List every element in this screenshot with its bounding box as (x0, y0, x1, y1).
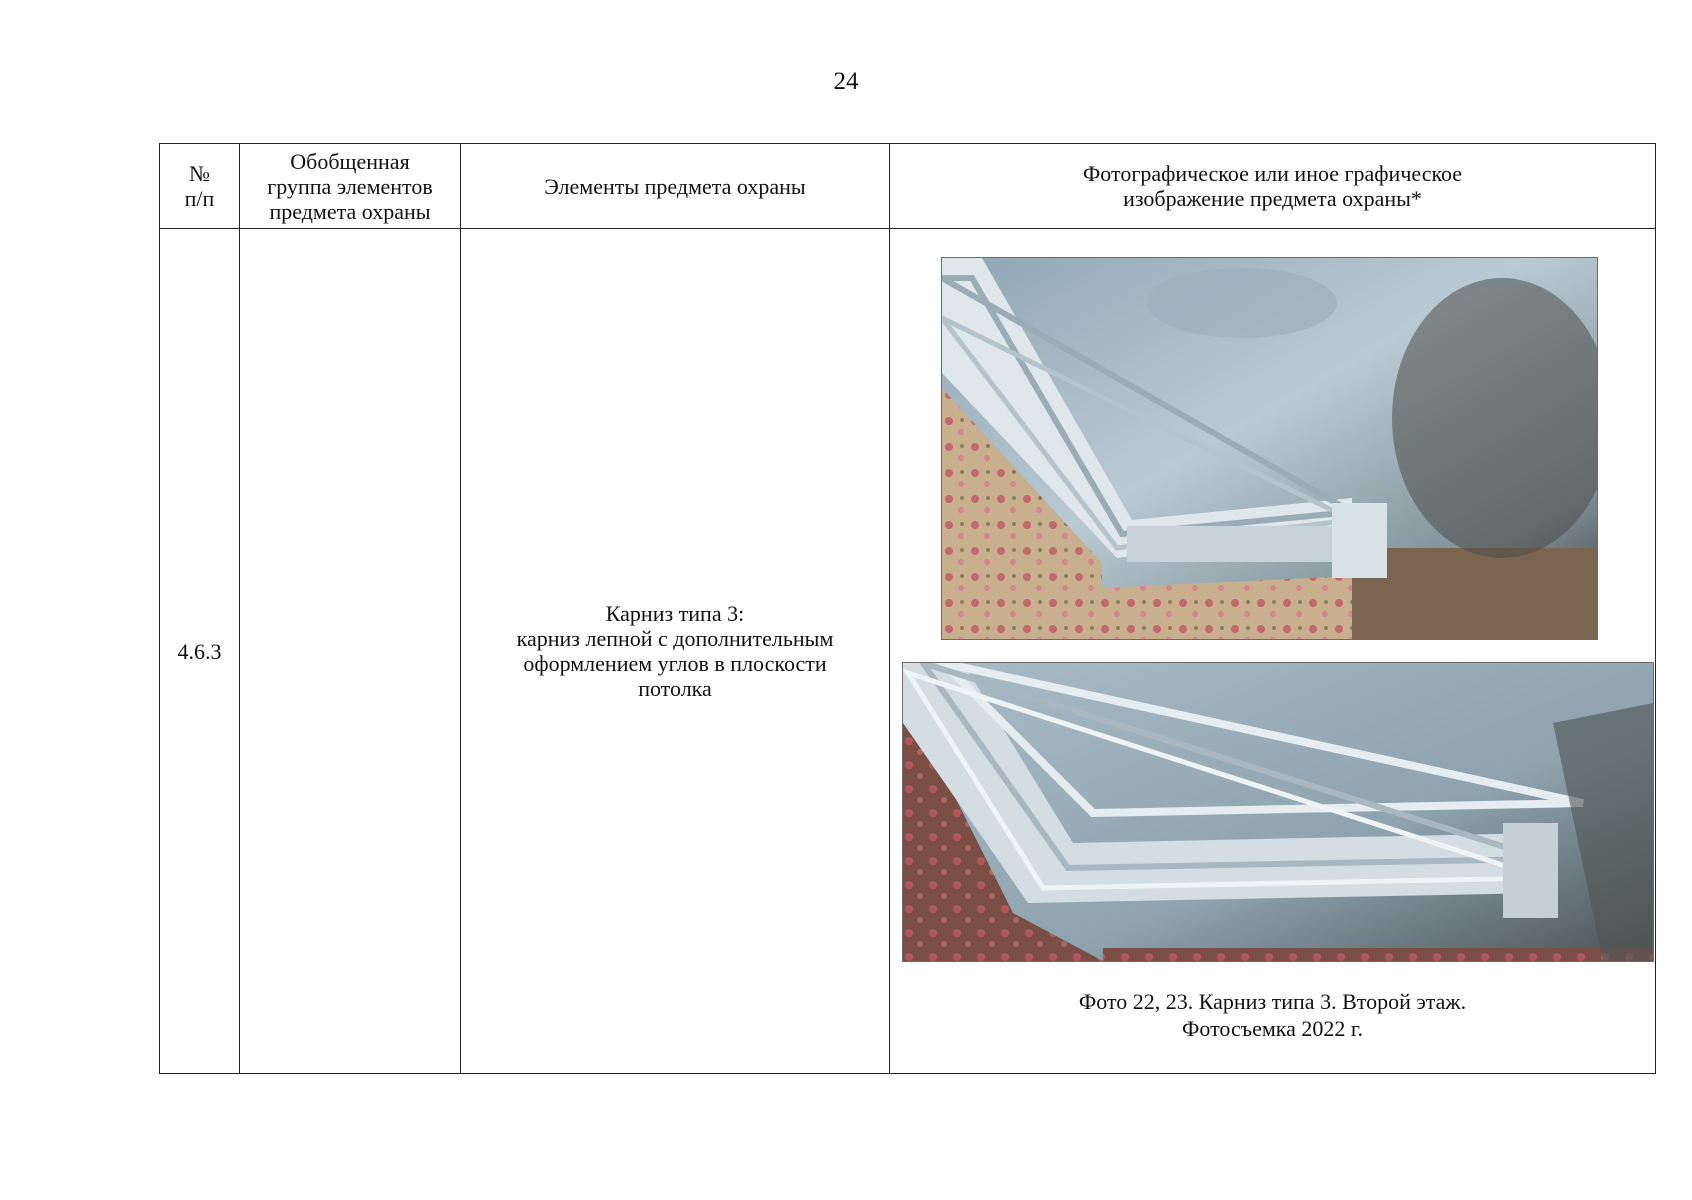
header-number: № п/п (160, 144, 240, 229)
row-number: 4.6.3 (160, 229, 240, 1074)
photo-cornice-corner-1 (941, 257, 1598, 640)
header-image: Фотографическое или иное графическое изображение предмета охраны* (890, 144, 1656, 229)
header-elements: Элементы предмета охраны (461, 144, 890, 229)
row-group (240, 229, 461, 1074)
table-header-row (160, 144, 1656, 229)
page-number: 24 (833, 68, 859, 95)
row-element-description: Карниз типа 3: карниз лепной с дополнительным оформлением углов в плоскости потолка (461, 229, 890, 1074)
protection-subject-table (159, 143, 1656, 1074)
row-photos (890, 229, 1656, 1074)
table-row (160, 229, 1656, 1074)
photo-caption: Фото 22, 23. Карниз типа 3. Второй этаж. Фотосъемка 2022 г. (1078, 989, 1467, 1041)
photo-cornice-corner-2 (902, 662, 1654, 962)
header-group: Обобщенная группа элементов предмета охраны (240, 144, 461, 229)
